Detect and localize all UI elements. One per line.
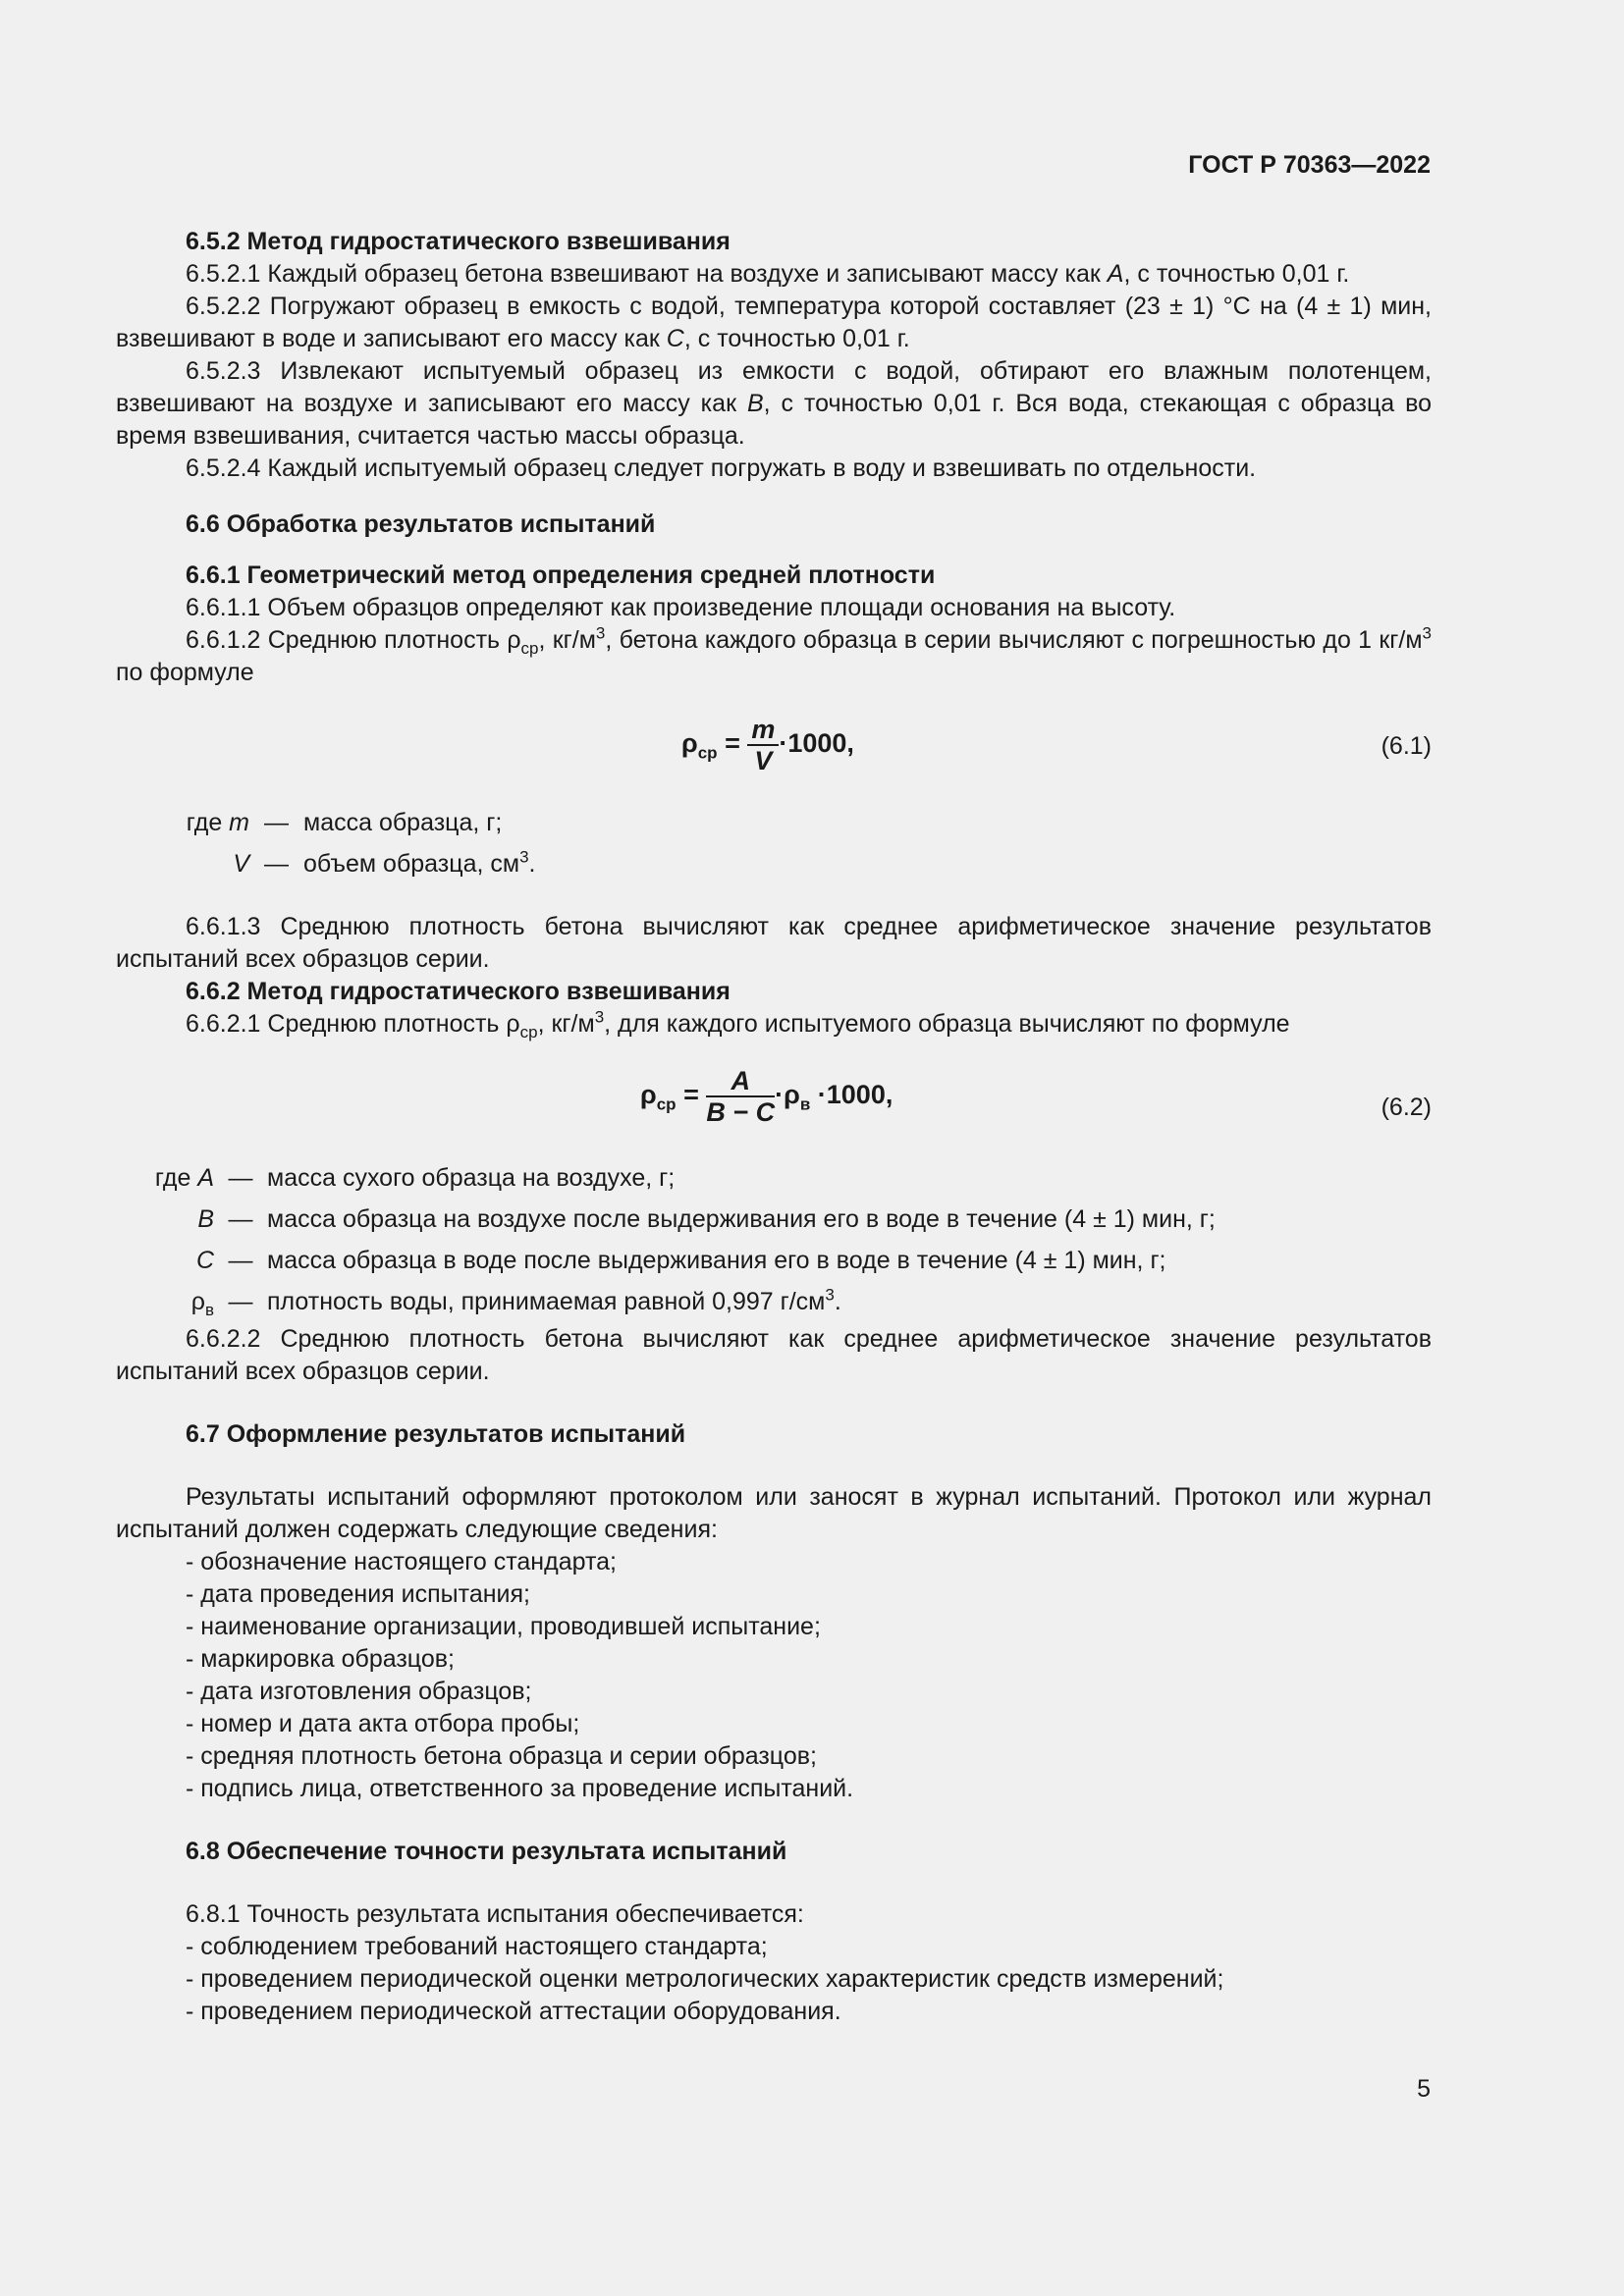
- section-6-8-title: 6.8 Обеспечение точности результата испытаний: [186, 1838, 787, 1865]
- list-item: - обозначение настоящего стандарта;: [186, 1548, 617, 1575]
- list-item: - проведением периодической аттестации оборудования.: [186, 1998, 841, 2025]
- page-number: 5: [1417, 2075, 1431, 2103]
- formula-6-2-expression: $\rho_{ср}$ = $\frac{A}{B - C}$ $\cdot\rho_в \cdot 1000$,: [640, 1066, 893, 1127]
- list-item: - номер и дата акта отбора пробы;: [186, 1710, 580, 1737]
- formula-6-1-expression: $\rho_{ср}$ = $\frac{m}{V}$ ·1000,: [681, 715, 854, 775]
- paragraph-6-6-1-3: 6.6.1.3 Среднюю плотность бетона вычисляют как среднее арифметическое значение результатов испытаний всех образцов серии.: [116, 913, 1432, 973]
- formula-6-1-legend: [116, 807, 1432, 889]
- list-item: - подпись лица, ответственного за проведение испытаний.: [186, 1775, 854, 1802]
- paragraph-6-7-intro: Результаты испытаний оформляют протоколом или заносят в журнал испытаний. Протокол или журнал испытаний должен содержать следующие сведения:: [116, 1483, 1432, 1543]
- paragraph-6-6-1-1: 6.6.1.1 Объем образцов определяют как произведение площади основания на высоту.: [186, 594, 1176, 621]
- section-6-7-title: 6.7 Оформление результатов испытаний: [186, 1420, 686, 1448]
- section-6-6-2-title: 6.6.2 Метод гидростатического взвешивания: [186, 978, 731, 1005]
- list-6-8: [116, 1931, 1432, 2028]
- paragraph-6-5-2-2: 6.5.2.2 Погружают образец в емкость с водой, температура которой составляет (23 ± 1) °С на (4 ± 1) мин, взвешивают в воде и записывают его массу как С, с точностью 0,01 г.: [116, 293, 1432, 352]
- paragraph-6-8-1: 6.8.1 Точность результата испытания обеспечивается:: [186, 1900, 804, 1928]
- legend-row-c: С — масса образца в воде после выдерживания его в воде в течение (4 ± 1) мин, г;: [195, 1247, 1166, 1274]
- document-code: ГОСТ Р 70363—2022: [1188, 151, 1431, 179]
- list-item: - дата проведения испытания;: [186, 1580, 530, 1608]
- formula-6-2: [116, 1056, 1432, 1143]
- formula-6-1-number: (6.1): [1380, 732, 1432, 760]
- list-item: - средняя плотность бетона образца и серии образцов;: [186, 1742, 817, 1770]
- formula-6-1: [116, 705, 1432, 781]
- paragraph-6-5-2-1: 6.5.2.1 Каждый образец бетона взвешивают на воздухе и записывают массу как А, с точностью 0,01 г.: [186, 260, 1350, 288]
- paragraph-6-5-2-3: 6.5.2.3 Извлекают испытуемый образец из емкости с водой, обтирают его влажным полотенцем, взвешивают на воздухе и записывают его массу как В, с точностью 0,01 г. Вся вода, стекающая с образца во время взвешивания, считается частью массы образца.: [116, 357, 1433, 450]
- legend-row-b: В — масса образца на воздухе после выдерживания его в воде в течение (4 ± 1) мин, г;: [197, 1205, 1216, 1233]
- list-item: - проведением периодической оценки метрологических характеристик средств измерений;: [186, 1965, 1224, 1993]
- fraction-m-over-v: $\frac{m}{V}$: [747, 715, 779, 775]
- legend-row-m: где m — масса образца, г;: [186, 809, 503, 836]
- section-6-6-1-title: 6.6.1 Геометрический метод определения средней плотности: [186, 561, 936, 589]
- legend-row-a: где А — масса сухого образца на воздухе, г;: [154, 1164, 676, 1192]
- section-6-5-2-title: 6.5.2 Метод гидростатического взвешивания: [186, 228, 731, 255]
- list-item: - дата изготовления образцов;: [186, 1678, 532, 1705]
- paragraph-6-6-2-1: 6.6.2.1 Среднюю плотность $\rho_{ср}$, $кг/м^3$, для каждого испытуемого образца вычисляют по формуле: [186, 1007, 1290, 1041]
- legend-row-v: V — объем образца, $см^3$.: [233, 847, 536, 878]
- list-item: - соблюдением требований настоящего стандарта;: [186, 1933, 768, 1960]
- page-body: [116, 226, 1432, 2028]
- list-6-7: [116, 1546, 1432, 1805]
- formula-6-2-number: (6.2): [1380, 1094, 1432, 1121]
- legend-row-rho-water: $\rho_в$ — плотность воды, принимаемая равной 0,997 $г/см^3$.: [190, 1285, 841, 1319]
- paragraph-6-6-1-2: 6.6.1.2 Среднюю плотность $\rho_{ср}$, $кг/м^3$, бетона каждого образца в серии вычисляют с погрешностью до 1 $кг/м^3$ по формуле: [116, 623, 1432, 686]
- fraction-a-over-b-minus-c: $\frac{A}{B - C}$: [706, 1066, 776, 1127]
- paragraph-6-6-2-2: 6.6.2.2 Среднюю плотность бетона вычисляют как среднее арифметическое значение результатов испытаний всех образцов серии.: [116, 1325, 1432, 1385]
- list-item: - маркировка образцов;: [186, 1645, 455, 1673]
- paragraph-6-5-2-4: 6.5.2.4 Каждый испытуемый образец следует погружать в воду и взвешивать по отдельности.: [186, 454, 1257, 482]
- list-item: - наименование организации, проводившей испытание;: [186, 1613, 821, 1640]
- section-6-6-title: 6.6 Обработка результатов испытаний: [186, 510, 656, 538]
- formula-6-2-legend: [116, 1162, 1432, 1323]
